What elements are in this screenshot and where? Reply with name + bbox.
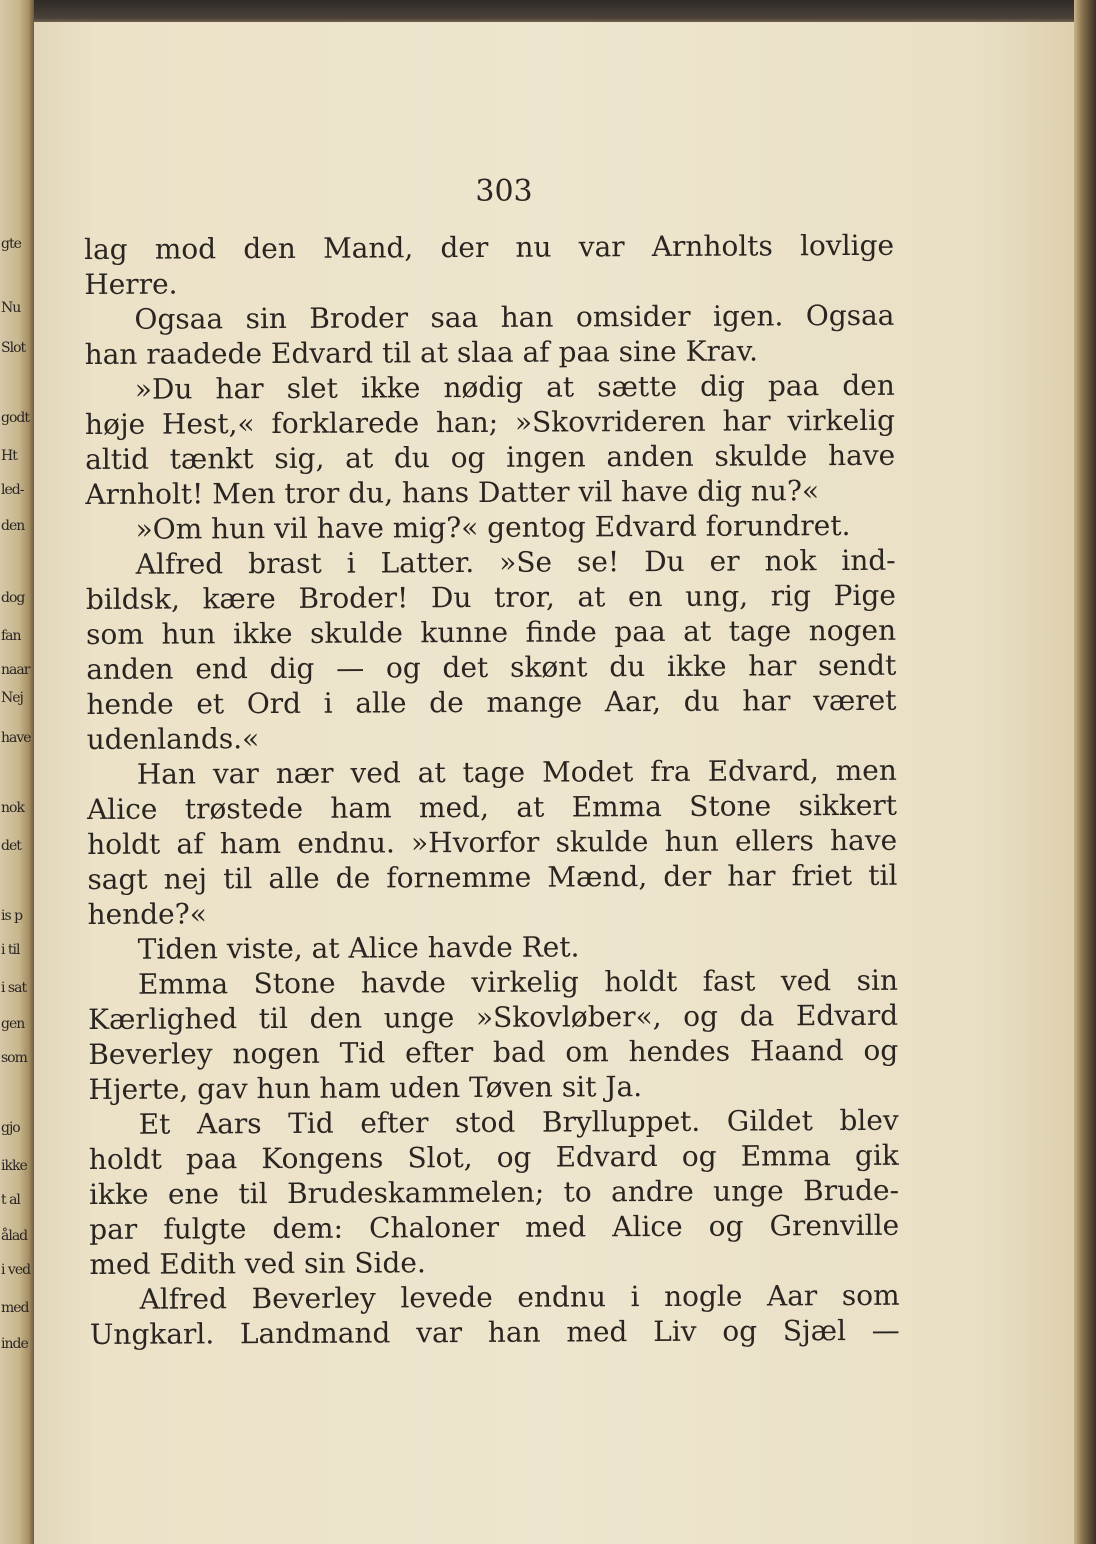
margin-fragment: gen	[1, 1016, 25, 1032]
margin-fragment: is p	[1, 908, 23, 924]
margin-fragment: Slot	[1, 340, 26, 356]
text-line: »Du har slet ikke nødig at sætte dig paa den	[134, 368, 895, 406]
page-number: 303	[475, 174, 533, 209]
margin-fragment: dog	[1, 590, 25, 606]
margin-fragment: gjo	[1, 1120, 20, 1136]
text-line: hende et Ord i alle de mange Aar, du har været	[86, 683, 897, 721]
margin-fragment: i sat	[1, 980, 27, 996]
margin-fragment: som	[1, 1050, 27, 1066]
text-line: Arnholt! Men tror du, hans Datter vil have dig nu?«	[85, 474, 820, 511]
text-line: Beverley nogen Tid efter bad om hendes Haand og	[88, 1033, 899, 1071]
margin-fragment: Ht	[1, 448, 17, 464]
text-line: Alice trøstede ham med, at Emma Stone sikkert	[86, 788, 898, 826]
margin-fragment: Nej	[1, 690, 23, 706]
text-line: med Edith ved sin Side.	[89, 1246, 426, 1281]
margin-fragment: fan	[1, 628, 21, 644]
margin-fragment: ikke	[1, 1158, 27, 1174]
text-line: som hun ikke skulde kunne finde paa at tage nogen	[86, 613, 897, 651]
text-line: Han var nær ved at tage Modet fra Edvard, men	[136, 753, 897, 791]
margin-fragment: den	[1, 518, 25, 534]
text-line: altid tænkt sig, at du og ingen anden skulde have	[85, 438, 896, 476]
previous-page-edge	[0, 0, 34, 1544]
margin-fragment: inde	[1, 1336, 28, 1352]
text-line: bildsk, kære Broder! Du tror, at en ung, rig Pige	[85, 578, 896, 616]
margin-fragment: gte	[1, 236, 21, 252]
text-line: Hjerte, gav hun ham uden Tøven sit Ja.	[88, 1070, 643, 1106]
margin-fragment: nok	[1, 800, 24, 816]
text-line: Et Aars Tid efter stod Brylluppet. Gildet blev	[138, 1103, 899, 1141]
right-page-edge	[1074, 0, 1096, 1544]
text-line: udenlands.«	[86, 722, 260, 756]
text-line: hende?«	[87, 897, 207, 931]
margin-fragment: det	[1, 838, 21, 854]
margin-fragment: i til	[1, 942, 20, 958]
body-text	[84, 228, 900, 1352]
text-line: høje Hest,« forklarede han; »Skovrideren har virkelig	[84, 403, 896, 441]
book-page	[34, 22, 1074, 1544]
text-line: lag mod den Mand, der nu var Arnholts lovlige	[84, 228, 895, 266]
text-line: Ungkarl. Landmand var han med Liv og Sjæl —	[89, 1313, 900, 1351]
text-line: han raadede Edvard til at slaa af paa sine Krav.	[84, 334, 759, 371]
text-line: holdt af ham endnu. »Hvorfor skulde hun ellers have	[87, 823, 898, 861]
text-line: Ogsaa sin Broder saa han omsider igen. Ogsaa	[134, 298, 895, 336]
margin-fragment: led-	[1, 482, 24, 498]
text-line: »Om hun vil have mig?« gentog Edvard forundret.	[135, 508, 851, 546]
text-line: Tiden viste, at Alice havde Ret.	[137, 930, 580, 966]
text-line: Alfred Beverley levede endnu i nogle Aar som	[139, 1278, 900, 1316]
text-line: ikke ene til Brudeskammelen; to andre unge Brude-	[88, 1173, 900, 1211]
margin-fragment: naar	[1, 662, 30, 678]
text-line: Herre.	[84, 267, 178, 301]
text-line: par fulgte dem: Chaloner med Alice og Grenville	[89, 1208, 900, 1246]
text-line: Alfred brast i Latter. »Se se! Du er nok ind-	[135, 543, 896, 581]
margin-fragment: godt	[1, 410, 29, 426]
text-line: holdt paa Kongens Slot, og Edvard og Emma gik	[88, 1138, 899, 1176]
margin-fragment: med	[1, 1300, 29, 1316]
margin-fragment: have	[1, 730, 31, 746]
text-line: sagt nej til alle de fornemme Mænd, der har friet til	[87, 858, 898, 896]
text-line: Emma Stone havde virkelig holdt fast ved sin	[137, 963, 899, 1001]
text-line: Kærlighed til den unge »Skovløber«, og da Edvard	[88, 998, 899, 1036]
margin-fragment: t al	[1, 1192, 20, 1208]
margin-fragment: Nu	[1, 300, 21, 316]
margin-fragment: ålad	[1, 1228, 28, 1244]
text-line: anden end dig — og det skønt du ikke har sendt	[86, 648, 897, 686]
margin-fragment: i ved	[1, 1262, 31, 1278]
